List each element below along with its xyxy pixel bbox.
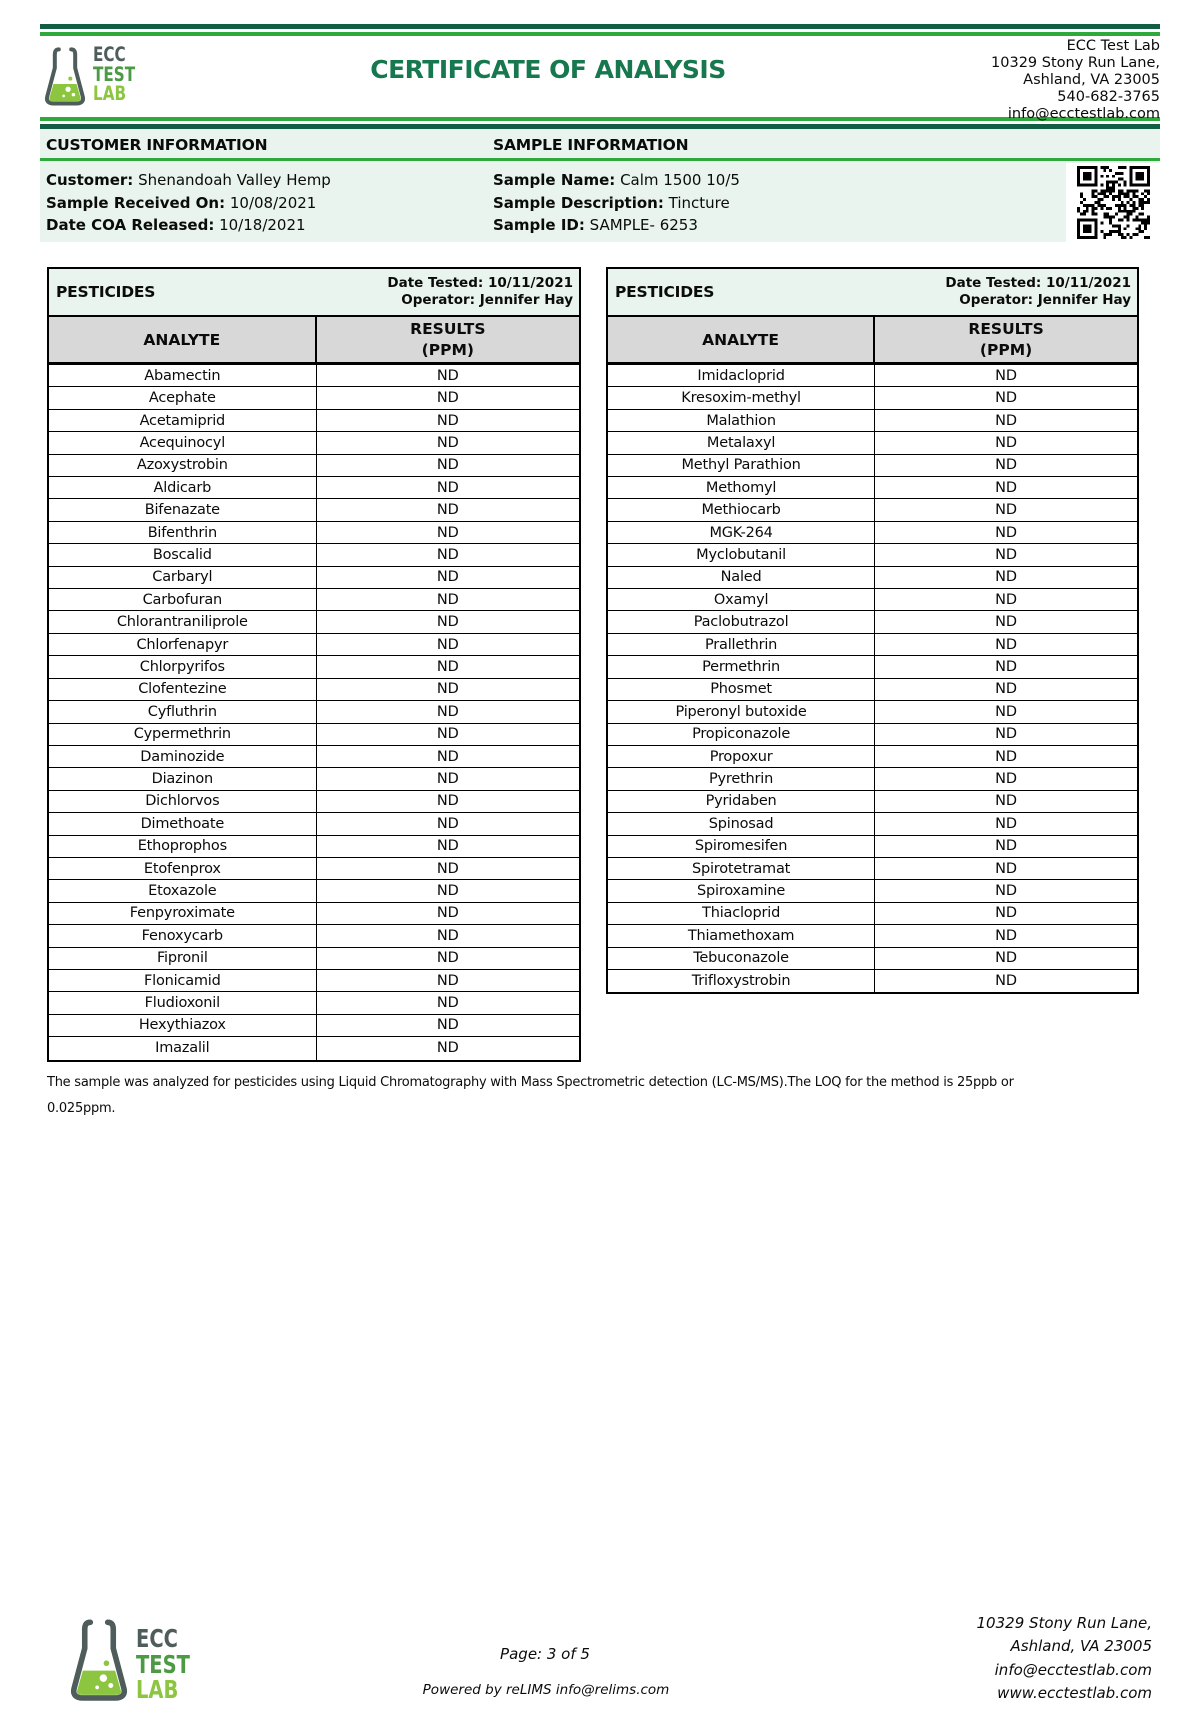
results-unit: (PPM) [421, 340, 474, 359]
result-cell: ND [436, 614, 459, 631]
result-cell: ND [436, 1017, 459, 1034]
result-cell: ND [436, 995, 459, 1012]
analyte-cell: Fenpyroximate [49, 903, 317, 924]
table-row [608, 768, 1137, 790]
info-value: SAMPLE- 6253 [584, 215, 698, 234]
table-row [608, 589, 1137, 611]
table-row [608, 791, 1137, 813]
result-cell: ND [436, 793, 459, 810]
info-label: Sample Name: [493, 171, 616, 190]
footer-address-line: www.ecctestlab.com [997, 1683, 1152, 1702]
table-row [49, 455, 579, 477]
analyte-cell: Azoxystrobin [49, 455, 317, 476]
page-number: Page: 3 of 5 [500, 1645, 590, 1663]
info-row [46, 214, 476, 236]
result-cell: ND [436, 367, 459, 384]
result-cell: ND [436, 502, 459, 519]
analyte-cell: Abamectin [49, 365, 317, 386]
result-cell: ND [995, 927, 1018, 944]
logo-word-test: TEST [136, 1649, 190, 1679]
logo-wordmark [93, 45, 135, 111]
table-row [49, 925, 579, 947]
logo-wordmark [136, 1626, 190, 1707]
table-row [608, 365, 1137, 387]
analyte-cell: Naled [608, 567, 875, 588]
result-cell: ND [436, 524, 459, 541]
analyte-cell: Kresoxim-methyl [608, 387, 875, 408]
result-cell: ND [436, 412, 459, 429]
result-cell: ND [995, 412, 1018, 429]
customer-info-heading: CUSTOMER INFORMATION [46, 136, 268, 154]
table-row [608, 477, 1137, 499]
analyte-cell: Chlorantraniliprole [49, 611, 317, 632]
column-header-row [608, 317, 1137, 365]
table-row [49, 679, 579, 701]
result-cell: ND [436, 748, 459, 765]
table-row [608, 499, 1137, 521]
table-row [608, 813, 1137, 835]
footer-address-line: 10329 Stony Run Lane, [976, 1614, 1152, 1632]
results-label: RESULTS [410, 319, 486, 338]
info-row [493, 169, 1013, 191]
table-row [49, 880, 579, 902]
result-cell: ND [995, 614, 1018, 631]
analyte-cell: Trifloxystrobin [608, 970, 875, 992]
info-heading-underline [40, 158, 1160, 161]
analyte-cell: Aldicarb [49, 477, 317, 498]
table-row [608, 567, 1137, 589]
result-cell: ND [995, 905, 1018, 922]
info-label: Sample Received On: [46, 193, 226, 212]
result-cell: ND [436, 479, 459, 496]
info-row [46, 192, 476, 214]
result-cell: ND [995, 973, 1018, 990]
result-cell: ND [995, 883, 1018, 900]
analyte-cell: Flonicamid [49, 970, 317, 991]
table-row [608, 903, 1137, 925]
analyte-cell: Paclobutrazol [608, 611, 875, 632]
analyte-cell: Pyridaben [608, 791, 875, 812]
result-cell: ND [995, 838, 1018, 855]
analyte-cell: Chlorfenapyr [49, 634, 317, 655]
test-meta [387, 275, 573, 310]
company-logo [42, 45, 147, 111]
analyte-cell: Diazinon [49, 768, 317, 789]
customer-info-rows [46, 169, 476, 236]
analyte-cell: Malathion [608, 410, 875, 431]
table-row [49, 836, 579, 858]
table-row [49, 522, 579, 544]
result-cell: ND [995, 457, 1018, 474]
result-cell: ND [995, 726, 1018, 743]
table-row [608, 724, 1137, 746]
section-title: PESTICIDES [615, 283, 715, 301]
info-label: Sample Description: [493, 193, 664, 212]
result-cell: ND [995, 793, 1018, 810]
table-row [49, 948, 579, 970]
column-header-row [49, 317, 579, 365]
result-cell: ND [995, 636, 1018, 653]
analyte-cell: Dichlorvos [49, 791, 317, 812]
analyte-cell: Bifenthrin [49, 522, 317, 543]
analyte-cell: Boscalid [49, 544, 317, 565]
analyte-cell: Propoxur [608, 746, 875, 767]
table-row [49, 499, 579, 521]
certificate-title: CERTIFICATE OF ANALYSIS [370, 55, 726, 84]
result-cell: ND [436, 658, 459, 675]
header [40, 36, 1160, 122]
result-cell: ND [436, 569, 459, 586]
results-label: RESULTS [968, 319, 1044, 338]
table-row [608, 432, 1137, 454]
analyte-cell: Methyl Parathion [608, 455, 875, 476]
footer-address [977, 1612, 1152, 1705]
method-note: The sample was analyzed for pesticides using Liquid Chromatography with Mass Spectrometric detection (LC-MS/MS).The LOQ for the method is 25ppb or 0.025ppm. [47, 1074, 1014, 1116]
result-cell: ND [995, 950, 1018, 967]
table-row [49, 656, 579, 678]
flask-icon [42, 45, 88, 111]
analyte-cell: Tebuconazole [608, 948, 875, 969]
result-cell: ND [436, 950, 459, 967]
table-row [49, 701, 579, 723]
flask-icon [68, 1616, 130, 1707]
table-row [608, 611, 1137, 633]
result-cell: ND [995, 591, 1018, 608]
result-cell: ND [995, 771, 1018, 788]
analyte-cell: Spiromesifen [608, 836, 875, 857]
result-cell: ND [995, 681, 1018, 698]
table-row [49, 858, 579, 880]
table-row [49, 589, 579, 611]
pesticides-table-right [606, 267, 1139, 994]
table-row [608, 455, 1137, 477]
result-cell: ND [995, 658, 1018, 675]
analyte-cell: Acequinocyl [49, 432, 317, 453]
table-row [608, 410, 1137, 432]
analyte-cell: Ethoprophos [49, 836, 317, 857]
result-cell: ND [436, 905, 459, 922]
result-cell: ND [436, 838, 459, 855]
result-cell: ND [436, 726, 459, 743]
table-row [49, 813, 579, 835]
result-cell: ND [995, 748, 1018, 765]
table-row [608, 746, 1137, 768]
result-cell: ND [436, 815, 459, 832]
lab-contact-line: Ashland, VA 23005 [1023, 72, 1160, 88]
top-rule-dark [40, 24, 1160, 29]
analyte-cell: Carbofuran [49, 589, 317, 610]
analyte-cell: Myclobutanil [608, 544, 875, 565]
analyte-cell: Carbaryl [49, 567, 317, 588]
result-cell: ND [995, 367, 1018, 384]
analyte-cell: Spiroxamine [608, 880, 875, 901]
table-row [49, 724, 579, 746]
table-section-header [608, 269, 1137, 317]
result-cell: ND [995, 502, 1018, 519]
result-cell: ND [436, 927, 459, 944]
sample-info-heading: SAMPLE INFORMATION [493, 136, 689, 154]
analyte-cell: Oxamyl [608, 589, 875, 610]
info-value: Shenandoah Valley Hemp [133, 171, 331, 190]
logo-word-ecc: ECC [93, 43, 126, 66]
table-row [49, 634, 579, 656]
info-label: Customer: [46, 171, 134, 190]
analyte-cell: Propiconazole [608, 724, 875, 745]
logo-word-test: TEST [93, 62, 136, 86]
operator: Operator: Jennifer Hay [959, 292, 1131, 308]
table-body [49, 365, 579, 1060]
result-cell: ND [995, 569, 1018, 586]
analyte-cell: Daminozide [49, 746, 317, 767]
test-meta [945, 275, 1131, 310]
info-value: 10/08/2021 [225, 193, 317, 212]
table-row [49, 544, 579, 566]
table-row [49, 611, 579, 633]
section-title: PESTICIDES [56, 283, 156, 301]
result-cell: ND [995, 390, 1018, 407]
analyte-cell: Thiacloprid [608, 903, 875, 924]
analyte-cell: Piperonyl butoxide [608, 701, 875, 722]
analyte-cell: MGK-264 [608, 522, 875, 543]
results-column-header [875, 317, 1137, 362]
top-divider [40, 24, 1160, 36]
analyte-cell: Permethrin [608, 656, 875, 677]
analyte-column-header: ANALYTE [608, 317, 875, 362]
customer-info-section [46, 134, 476, 236]
analyte-cell: Imidacloprid [608, 365, 875, 386]
result-cell: ND [436, 860, 459, 877]
table-row [608, 925, 1137, 947]
analyte-cell: Dimethoate [49, 813, 317, 834]
lab-contact-line: ECC Test Lab [1066, 38, 1160, 54]
analyte-cell: Bifenazate [49, 499, 317, 520]
analyte-cell: Fludioxonil [49, 992, 317, 1013]
lab-contact-block [991, 38, 1160, 123]
footer-logo [68, 1616, 205, 1707]
table-body [608, 365, 1137, 992]
table-row [49, 387, 579, 409]
operator: Operator: Jennifer Hay [401, 292, 573, 308]
table-row [49, 477, 579, 499]
info-value: 10/18/2021 [214, 215, 306, 234]
table-row [608, 970, 1137, 992]
logo-word-ecc: ECC [136, 1624, 178, 1653]
analyte-cell: Phosmet [608, 679, 875, 700]
table-section-header [49, 269, 579, 317]
table-row [608, 544, 1137, 566]
result-cell: ND [995, 815, 1018, 832]
analyte-cell: Cypermethrin [49, 724, 317, 745]
analyte-cell: Prallethrin [608, 634, 875, 655]
result-cell: ND [436, 681, 459, 698]
table-row [49, 432, 579, 454]
table-row [49, 970, 579, 992]
result-cell: ND [436, 546, 459, 563]
analyte-cell: Etoxazole [49, 880, 317, 901]
result-cell: ND [995, 860, 1018, 877]
table-row [608, 836, 1137, 858]
result-cell: ND [436, 972, 459, 989]
analyte-cell: Metalaxyl [608, 432, 875, 453]
table-row [608, 858, 1137, 880]
table-row [608, 387, 1137, 409]
table-row [49, 992, 579, 1014]
info-row [493, 192, 1013, 214]
analyte-cell: Acephate [49, 387, 317, 408]
analyte-cell: Fenoxycarb [49, 925, 317, 946]
result-cell: ND [995, 546, 1018, 563]
analyte-cell: Spirotetramat [608, 858, 875, 879]
table-row [49, 768, 579, 790]
table-row [608, 656, 1137, 678]
analyte-cell: Pyrethrin [608, 768, 875, 789]
result-cell: ND [436, 434, 459, 451]
analyte-cell: Fipronil [49, 948, 317, 969]
info-band [40, 129, 1160, 242]
table-row [49, 365, 579, 387]
info-value: Tincture [663, 193, 730, 212]
table-row [608, 634, 1137, 656]
analyte-cell: Etofenprox [49, 858, 317, 879]
result-cell: ND [995, 479, 1018, 496]
sample-info-section [493, 134, 1013, 236]
analyte-cell: Acetamiprid [49, 410, 317, 431]
table-row [608, 880, 1137, 902]
lab-contact-line: info@ecctestlab.com [1007, 106, 1160, 122]
table-row [49, 746, 579, 768]
lab-contact-line: 10329 Stony Run Lane, [991, 55, 1160, 71]
analyte-cell: Imazalil [49, 1037, 317, 1059]
lab-contact-line: 540-682-3765 [1057, 89, 1160, 105]
info-value: Calm 1500 10/5 [615, 171, 740, 190]
results-unit: (PPM) [979, 340, 1033, 359]
result-cell: ND [436, 591, 459, 608]
logo-word-lab: LAB [136, 1675, 179, 1704]
date-tested: Date Tested: 10/11/2021 [387, 274, 573, 291]
result-cell: ND [436, 636, 459, 653]
table-row [49, 791, 579, 813]
result-cell: ND [436, 390, 459, 407]
result-cell: ND [436, 703, 459, 720]
table-row [49, 903, 579, 925]
footer-address-line: Ashland, VA 23005 [1010, 1637, 1152, 1656]
qr-code [1066, 163, 1160, 242]
result-cell: ND [436, 457, 459, 474]
analyte-cell: Methomyl [608, 477, 875, 498]
result-cell: ND [436, 883, 459, 900]
analyte-cell: Hexythiazox [49, 1015, 317, 1036]
result-cell: ND [995, 434, 1018, 451]
info-row [46, 169, 476, 191]
sample-info-rows [493, 169, 1013, 236]
analyte-cell: Methiocarb [608, 499, 875, 520]
analyte-cell: Thiamethoxam [608, 925, 875, 946]
table-row [608, 679, 1137, 701]
table-row [608, 522, 1137, 544]
info-row [493, 214, 1013, 236]
table-row [49, 1015, 579, 1037]
table-row [49, 1037, 579, 1059]
result-cell: ND [436, 771, 459, 788]
analyte-cell: Clofentezine [49, 679, 317, 700]
results-column-header [317, 317, 579, 362]
table-row [608, 948, 1137, 970]
date-tested: Date Tested: 10/11/2021 [945, 274, 1131, 291]
analyte-cell: Cyfluthrin [49, 701, 317, 722]
info-label: Date COA Released: [46, 215, 215, 234]
table-row [49, 410, 579, 432]
analyte-column-header: ANALYTE [49, 317, 317, 362]
result-cell: ND [995, 703, 1018, 720]
results-tables [47, 267, 1160, 1062]
info-label: Sample ID: [493, 215, 585, 234]
table-row [49, 567, 579, 589]
table-row [608, 701, 1137, 723]
result-cell: ND [436, 1040, 459, 1057]
analyte-cell: Spinosad [608, 813, 875, 834]
logo-word-lab: LAB [93, 82, 127, 105]
footer-address-line: info@ecctestlab.com [994, 1660, 1152, 1679]
pesticides-table-left [47, 267, 581, 1062]
powered-by: Powered by reLIMS info@relims.com [422, 1682, 670, 1698]
result-cell: ND [995, 524, 1018, 541]
analyte-cell: Chlorpyrifos [49, 656, 317, 677]
